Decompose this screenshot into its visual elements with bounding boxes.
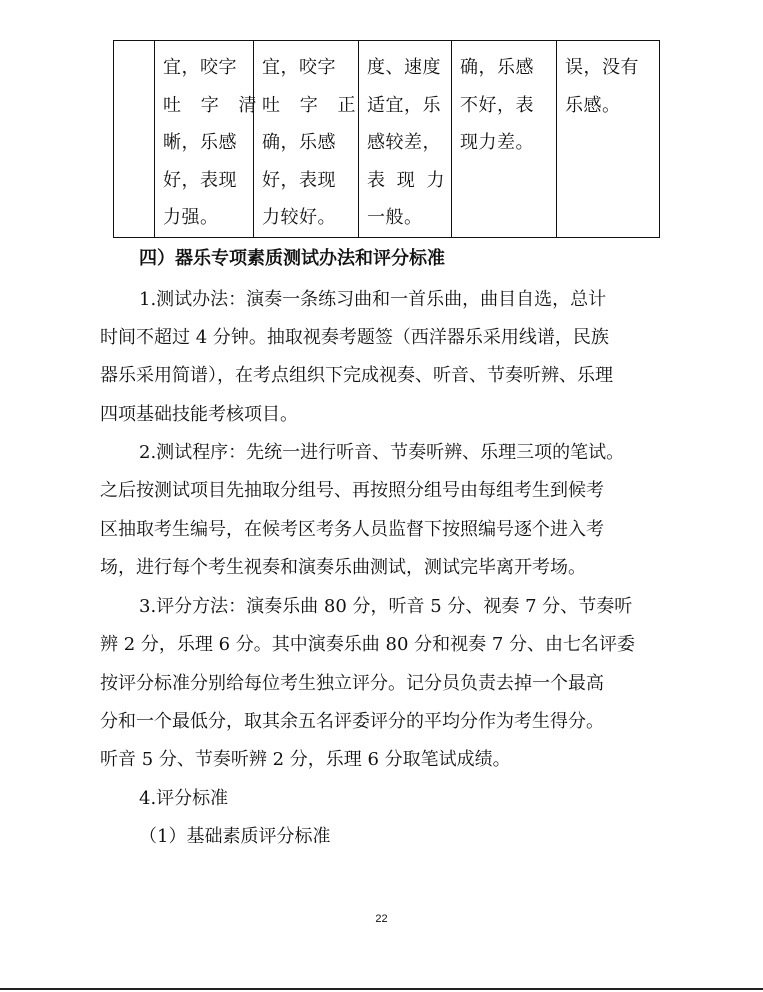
cell-line: 乐感。 <box>565 94 621 116</box>
cell-line: 不好，表 <box>460 94 534 116</box>
body-line: 4.评分标准 <box>139 788 229 809</box>
body-line: （1）基础素质评分标准 <box>139 826 331 847</box>
cell-line: 吐 字 正 <box>262 94 363 116</box>
cell-line: 适宜，乐 <box>367 94 441 116</box>
table-cell-grade-b <box>254 41 363 238</box>
bottom-divider <box>0 988 763 990</box>
table-cell-grade-c <box>359 41 452 238</box>
cell-line: 吐 字 清 <box>163 94 264 116</box>
cell-line: 晰，乐感 <box>163 132 237 153</box>
page-number: 22 <box>375 913 388 925</box>
table-row <box>114 41 660 238</box>
body-line: 辨 2 分，乐理 6 分。其中演奏乐曲 80 分和视奏 7 分、由七名评委 <box>100 634 636 655</box>
table-cell-label <box>114 41 155 238</box>
body-line: 之后按测试项目先抽取分组号、再按照分组号由每组考生到候考 <box>100 480 604 501</box>
cell-line: 宜，咬字 <box>262 57 336 78</box>
cell-line: 宜，咬字 <box>163 57 237 78</box>
cell-line: 确，乐感 <box>262 132 336 153</box>
cell-line: 感较差， <box>367 132 441 153</box>
cell-line: 力较好。 <box>262 207 336 228</box>
cell-line: 度、速度 <box>367 57 441 78</box>
body-line: 听音 5 分、节奏听辨 2 分，乐理 6 分取笔试成绩。 <box>100 749 511 770</box>
body-line: 3.评分方法：演奏乐曲 80 分，听音 5 分、视奏 7 分、节奏听 <box>139 596 633 617</box>
cell-line: 表 现 力 <box>367 169 448 191</box>
body-line: 分和一个最低分，取其余五名评委评分的平均分作为考生得分。 <box>100 711 604 732</box>
body-line: 区抽取考生编号，在候考区考务人员监督下按照编号逐个进入考 <box>100 519 604 540</box>
body-line: 按评分标准分别给每位考生独立评分。记分员负责去掉一个最高 <box>100 673 604 694</box>
body-line: 1.测试办法：演奏一条练习曲和一首乐曲，曲目自选，总计 <box>139 289 607 310</box>
cell-line: 好，表现 <box>262 169 336 191</box>
scoring-criteria-table <box>113 40 660 238</box>
cell-line: 力强。 <box>163 207 219 228</box>
table-cell-grade-a <box>155 41 264 238</box>
body-line: 时间不超过 4 分钟。抽取视奏考题签（西洋器乐采用线谱，民族 <box>100 327 609 348</box>
body-line: 四项基础技能考核项目。 <box>100 404 298 425</box>
section-heading: 四）器乐专项素质测试办法和评分标准 <box>139 248 445 269</box>
cell-line: 现力差。 <box>460 132 534 153</box>
cell-line: 确，乐感 <box>460 57 534 78</box>
table-cell-grade-d <box>452 41 557 238</box>
cell-line: 一般。 <box>367 207 423 228</box>
body-line: 2.测试程序：先统一进行听音、节奏听辨、乐理三项的笔试。 <box>139 442 625 463</box>
body-line: 器乐采用简谱），在考点组织下完成视奏、听音、节奏听辨、乐理 <box>100 365 613 386</box>
body-line: 场，进行每个考生视奏和演奏乐曲测试，测试完毕离开考场。 <box>100 557 586 578</box>
table-cell-grade-e <box>557 41 660 238</box>
cell-line: 好，表现 <box>163 169 237 191</box>
cell-line: 误，没有 <box>565 57 639 78</box>
